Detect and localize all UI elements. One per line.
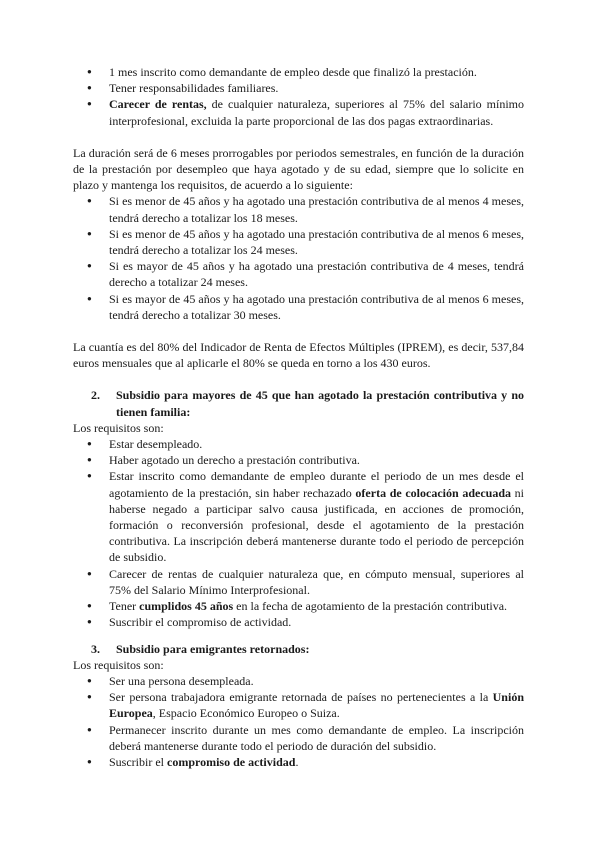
requirements-intro: Los requisitos son: xyxy=(73,657,164,672)
section-title: Subsidio para mayores de 45 que han agotado la prestación contributiva y no tienen familia: xyxy=(116,388,524,419)
item-text: . xyxy=(295,754,299,769)
list-item: ● Permanecer inscrito durante un mes como demandante de empleo. La inscripción deberá mantenerse durante todo el periodo de duración del subsidio. xyxy=(73,722,524,754)
section-number: 2. xyxy=(91,388,100,403)
duration-list xyxy=(73,193,524,323)
requirements-list-top xyxy=(73,64,524,129)
bold-text: oferta de colocación adecuada xyxy=(355,485,511,500)
section-number: 3. xyxy=(91,641,100,656)
item-text: Tener xyxy=(109,599,140,614)
item-text: Estar inscrito como demandante de empleo durante el periodo de un mes desde el agotamiento de la prestación, sin haber rechazado xyxy=(109,469,524,500)
item-text: Ser persona trabajadora emigrante retornada de países no pertenecientes a la xyxy=(109,690,493,705)
section-2-heading xyxy=(73,387,524,419)
amount-paragraph: La cuantía es del 80% del Indicador de Renta de Efectos Múltiples (IPREM), es decir, 537,84 euros mensuales que al aplicarle el 80% se queda en torno a los 430 euros. xyxy=(73,340,524,371)
list-item: ● Si es menor de 45 años y ha agotado una prestación contributiva de al menos 4 meses, tendrá derecho a totalizar los 18 meses. xyxy=(73,193,524,225)
bold-text: Unión Europea xyxy=(109,690,524,721)
list-item: ● Si es menor de 45 años y ha agotado una prestación contributiva de al menos 6 meses, tendrá derecho a totalizar los 24 meses. xyxy=(73,226,524,258)
list-item: ● Estar desempleado. xyxy=(73,436,524,452)
section-title: Subsidio para emigrantes retornados: xyxy=(116,641,310,656)
bold-text: Carecer de rentas, xyxy=(109,97,207,112)
duration-paragraph: La duración será de 6 meses prorrogables por periodos semestrales, en función de la duración de la prestación por desempleo que haya agotado y de su edad, siempre que lo solicite en plazo y mantenga los requisitos, de acuerdo a lo siguiente: xyxy=(73,145,524,193)
item-text: ni haberse negado a participar salvo causa justificada, en acciones de promoción, formación o reconversión profesional, desde el agotamiento de la prestación contributiva. La inscripción deberá mantenerse durante todo el periodo de percepción de subsidio. xyxy=(109,485,524,565)
requirements-intro: Los requisitos son: xyxy=(73,420,164,435)
list-item: ● Ser una persona desempleada. xyxy=(73,673,524,689)
list-item: ● 1 mes inscrito como demandante de empleo desde que finalizó la prestación. xyxy=(73,64,524,80)
list-item: ● Carecer de rentas de cualquier naturaleza que, en cómputo mensual, superiores al 75% del Salario Mínimo Interprofesional. xyxy=(73,566,524,598)
section-3-requirements xyxy=(73,673,524,770)
list-item: ● Haber agotado un derecho a prestación contributiva. xyxy=(73,452,524,468)
list-item xyxy=(73,689,524,721)
section-2-requirements xyxy=(73,436,524,630)
bold-text: cumplidos 45 años xyxy=(139,599,234,614)
item-text: , Espacio Económico Europeo o Suiza. xyxy=(152,706,340,721)
list-item: ● Si es mayor de 45 años y ha agotado una prestación contributiva de 4 meses, tendrá derecho a totalizar 24 meses. xyxy=(73,258,524,290)
section-3-heading xyxy=(73,641,524,657)
list-item xyxy=(73,468,524,565)
bold-text: compromiso de actividad xyxy=(167,754,296,769)
list-item: ● Si es mayor de 45 años y ha agotado una prestación contributiva de al menos 6 meses, tendrá derecho a totalizar 30 meses. xyxy=(73,291,524,323)
list-item xyxy=(73,754,524,770)
list-item xyxy=(73,598,524,614)
item-text: de cualquier naturaleza, superiores al 75% del salario mínimo interprofesional, excluida la parte proporcional de las dos pagas extraordinarias. xyxy=(109,97,524,128)
list-item: ● Tener responsabilidades familiares. xyxy=(73,80,524,96)
item-text: en la fecha de agotamiento de la prestación contributiva. xyxy=(233,599,508,614)
list-item: ● Suscribir el compromiso de actividad. xyxy=(73,614,524,630)
item-text: Suscribir el xyxy=(109,754,167,769)
list-item xyxy=(73,96,524,128)
